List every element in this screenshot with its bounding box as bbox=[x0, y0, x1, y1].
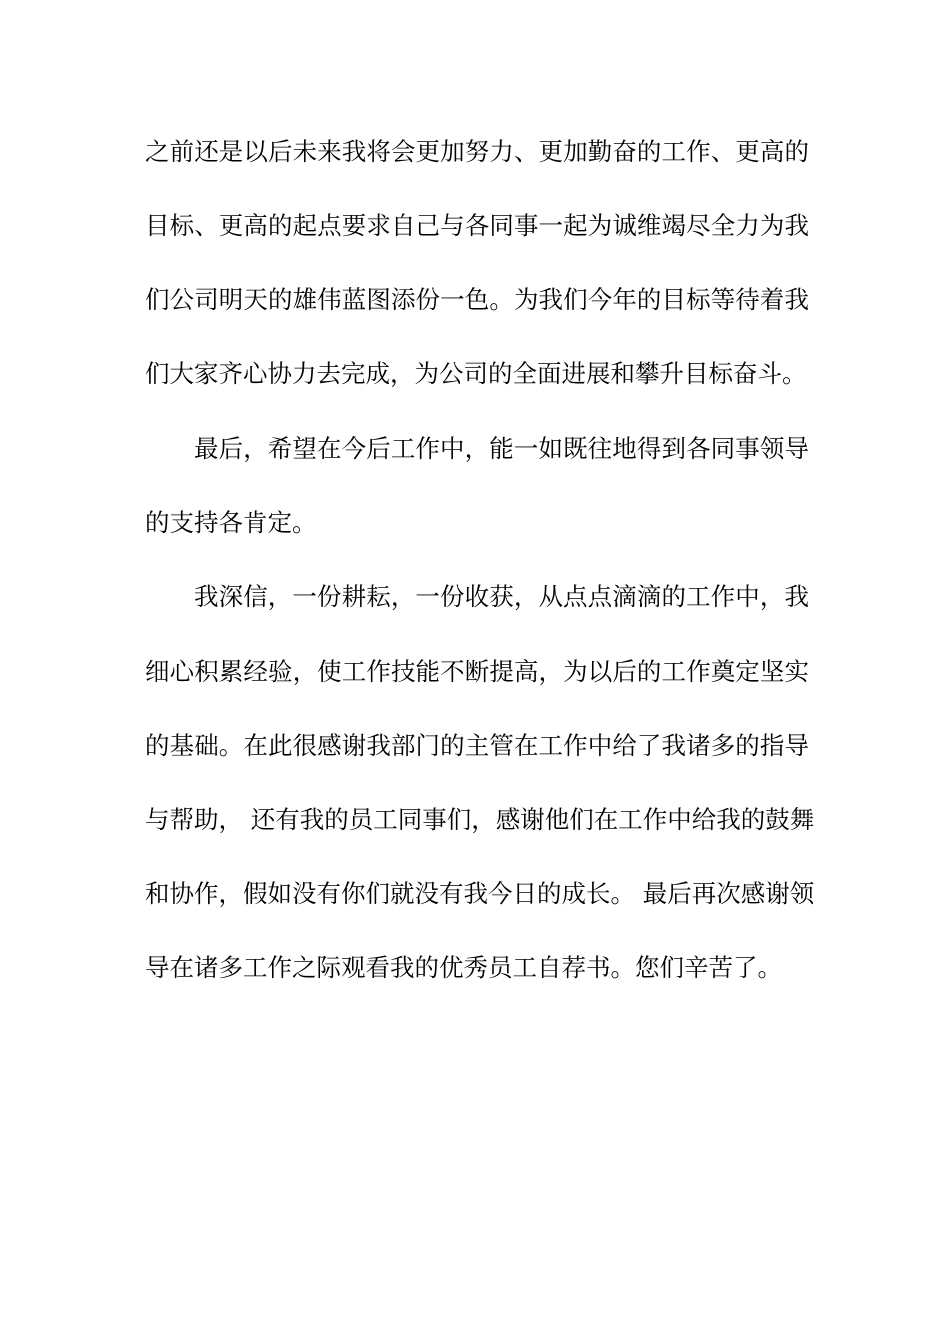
paragraph-line: 们公司明天的雄伟蓝图添份一色。为我们今年的目标等待着我 bbox=[145, 285, 809, 314]
paragraph-line: 和协作，假如没有你们就没有我今日的成长。 最后再次感谢领 bbox=[145, 879, 815, 908]
paragraph-line: 与帮助， 还有我的员工同事们，感谢他们在工作中给我的鼓舞 bbox=[145, 805, 815, 834]
paragraph-line: 最后，希望在今后工作中，能一如既往地得到各同事领导 bbox=[194, 434, 809, 463]
paragraph-line: 我深信，一份耕耘，一份收获，从点点滴滴的工作中，我 bbox=[194, 582, 809, 611]
paragraph-line: 们大家齐心协力去完成，为公司的全面进展和攀升目标奋斗。 bbox=[145, 359, 807, 388]
paragraph-line: 之前还是以后未来我将会更加努力、更加勤奋的工作、更高的 bbox=[145, 137, 809, 166]
paragraph-line: 细心积累经验，使工作技能不断提高，为以后的工作奠定坚实 bbox=[145, 657, 809, 686]
paragraph-line: 目标、更高的起点要求自己与各同事一起为诚维竭尽全力为我 bbox=[145, 211, 809, 240]
paragraph-line: 的支持各肯定。 bbox=[145, 508, 317, 537]
paragraph-line: 的基础。在此很感谢我部门的主管在工作中给了我诸多的指导 bbox=[145, 731, 809, 760]
paragraph-line: 导在诸多工作之际观看我的优秀员工自荐书。您们辛苦了。 bbox=[145, 953, 782, 982]
